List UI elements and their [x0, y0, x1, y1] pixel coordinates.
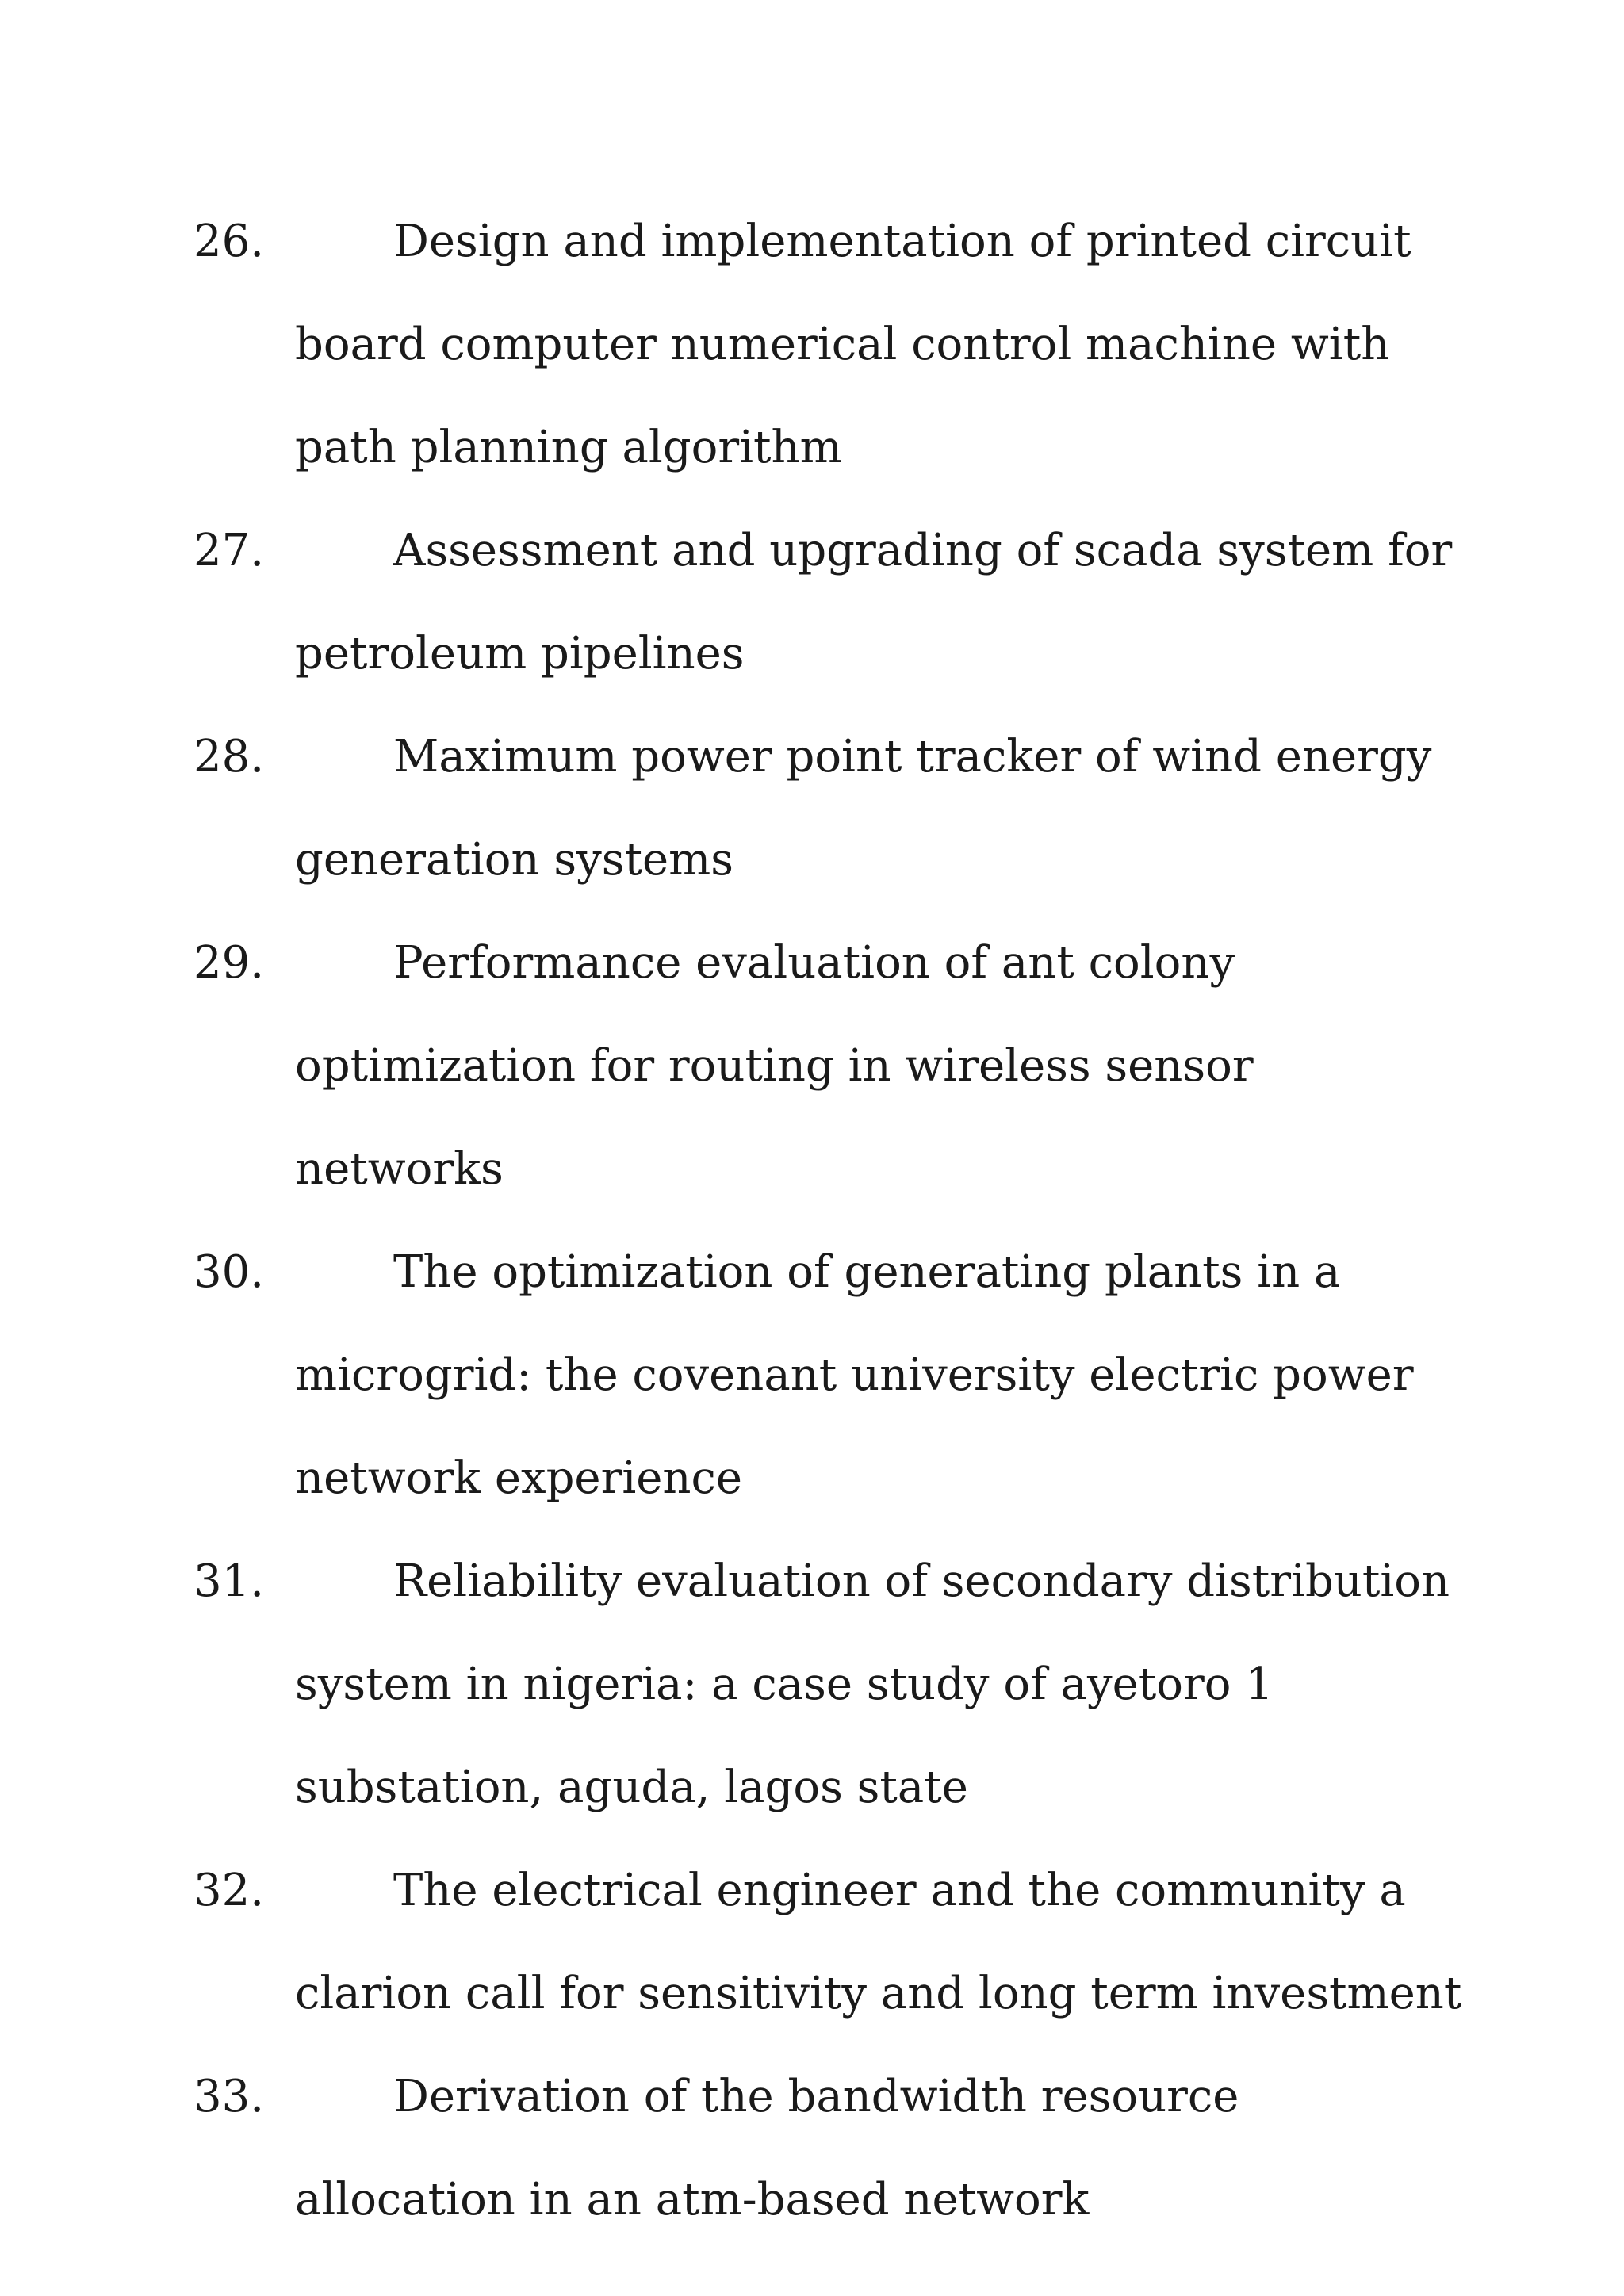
list-item	[193, 2045, 1465, 2252]
item-number: 33.	[193, 2071, 265, 2122]
list-item	[193, 1221, 1465, 1530]
item-title: Reliability evaluation of secondary distribution system in nigeria: a case study of ayetoro 1 substation, aguda, lagos state	[295, 1556, 1450, 1813]
item-number: 30.	[193, 1246, 265, 1298]
item-number: 32.	[193, 1865, 265, 1916]
item-title: Design and implementation of printed circuit board computer numerical control machine with path planning algorithm	[295, 216, 1411, 473]
list-item	[193, 1839, 1465, 2045]
item-number: 27.	[193, 525, 265, 576]
item-title: The electrical engineer and the community a clarion call for sensitivity and long term investment	[295, 1865, 1462, 2019]
list-item	[193, 912, 1465, 1221]
item-number: 28.	[193, 731, 265, 783]
item-number: 29.	[193, 937, 265, 989]
item-title: The optimization of generating plants in a microgrid: the covenant university electric power network experience	[295, 1246, 1414, 1504]
item-title: Performance evaluation of ant colony optimization for routing in wireless sensor networks	[295, 937, 1254, 1195]
list-item	[193, 706, 1465, 912]
publication-list	[193, 190, 1465, 2252]
item-number: 26.	[193, 216, 265, 267]
item-title: Derivation of the bandwidth resource allocation in an atm-based network	[295, 2071, 1239, 2225]
item-number: 31.	[193, 1556, 265, 1607]
item-title: Assessment and upgrading of scada system for petroleum pipelines	[295, 525, 1453, 679]
list-item	[193, 499, 1465, 706]
item-title: Maximum power point tracker of wind energy generation systems	[295, 731, 1432, 886]
list-item	[193, 190, 1465, 499]
list-item	[193, 1530, 1465, 1839]
